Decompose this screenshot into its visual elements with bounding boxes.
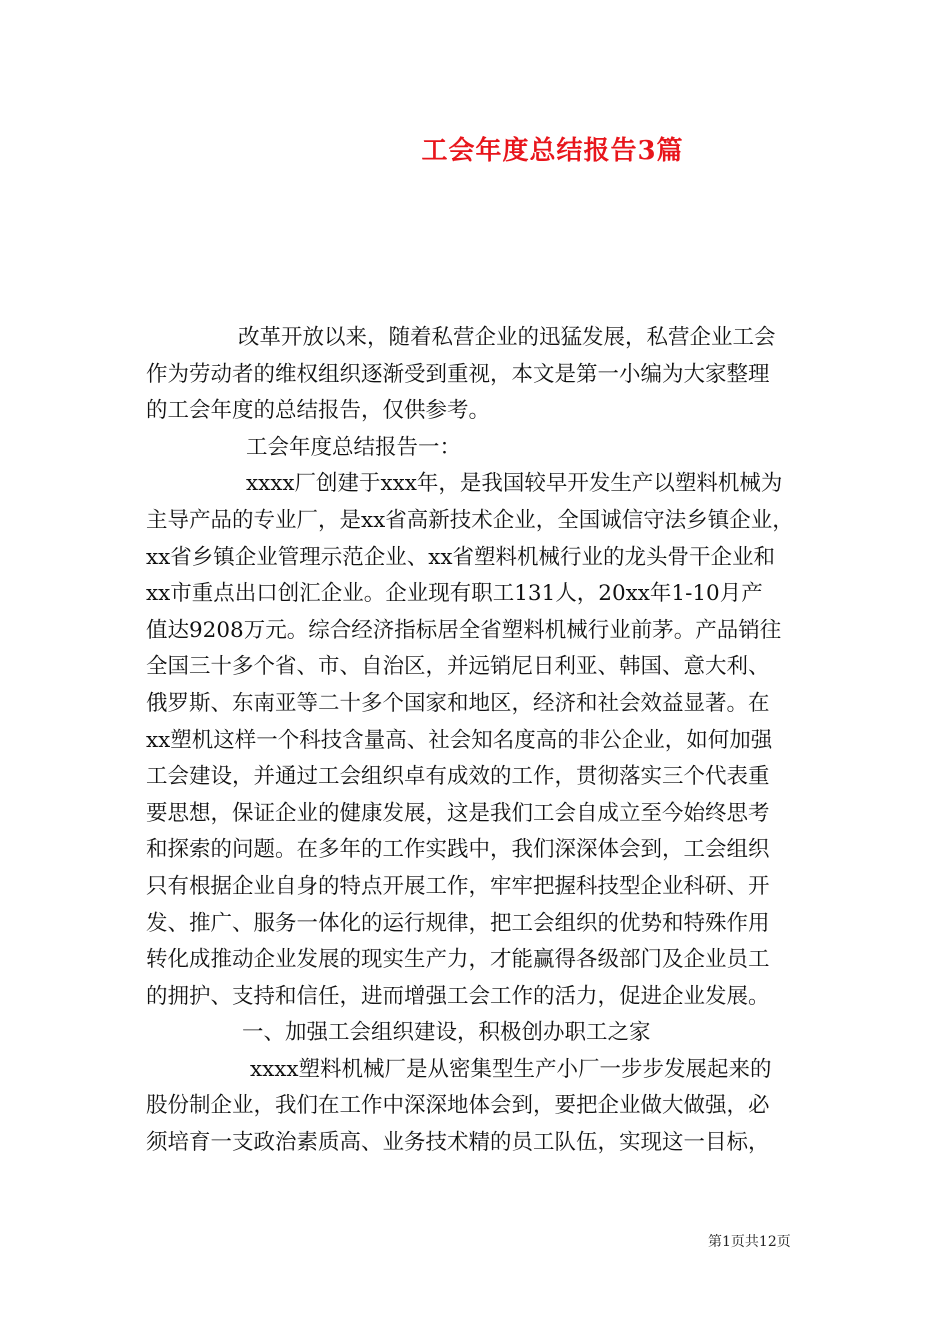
text-line: 改革开放以来，随着私营企业的迅猛发展，私营企业工会	[238, 325, 776, 350]
text-line: 俄罗斯、东南亚等二十多个国家和地区，经济和社会效益显著。在	[146, 690, 770, 716]
text-line: 作为劳动者的维权组织逐渐受到重视，本文是第一小编为大家整理	[146, 361, 770, 387]
page-number: 第1页共12页	[708, 1234, 791, 1250]
text-line: 值达9208万元。综合经济指标居全省塑料机械行业前茅。产品销往	[146, 617, 782, 643]
text-line: 只有根据企业自身的特点开展工作，牢牢把握科技型企业科研、开	[146, 873, 770, 899]
text-line: xx省乡镇企业管理示范企业、xx省塑料机械行业的龙头骨干企业和	[146, 544, 776, 570]
text-line: 全国三十多个省、市、自治区，并远销尼日利亚、韩国、意大利、	[146, 654, 770, 680]
text-line: 的拥护、支持和信任，进而增强工会工作的活力，促进企业发展。	[146, 983, 770, 1009]
text-line: xx塑机这样一个科技含量高、社会知名度高的非公企业，如何加强	[146, 727, 773, 753]
text-line: 和探索的问题。在多年的工作实践中，我们深深体会到，工会组织	[146, 837, 770, 863]
section-heading: 工会年度总结报告一：	[246, 434, 462, 460]
document-title: 工会年度总结报告3篇	[421, 136, 684, 166]
text-line: 股份制企业，我们在工作中深深地体会到，要把企业做大做强，必	[146, 1093, 770, 1119]
text-line: xxxx塑料机械厂是从密集型生产小厂一步步发展起来的	[250, 1056, 772, 1082]
text-line: 发、推广、服务一体化的运行规律，把工会组织的优势和特殊作用	[146, 910, 770, 936]
text-line: 工会建设，并通过工会组织卓有成效的工作，贯彻落实三个代表重	[146, 764, 770, 790]
text-line: xxxx厂创建于xxx年，是我国较早开发生产以塑料机械为	[246, 471, 783, 497]
section-heading: 一、加强工会组织建设，积极创办职工之家	[242, 1020, 651, 1046]
text-line: 须培育一支政治素质高、业务技术精的员工队伍，实现这一目标，	[146, 1130, 770, 1156]
text-line: 主导产品的专业厂，是xx省高新技术企业，全国诚信守法乡镇企业，	[146, 507, 794, 533]
text-line: 转化成推动企业发展的现实生产力，才能赢得各级部门及企业员工	[146, 947, 770, 973]
text-line: 要思想，保证企业的健康发展，这是我们工会自成立至今始终思考	[146, 800, 770, 826]
document-body	[146, 320, 816, 1162]
text-line: xx市重点出口创汇企业。企业现有职工131人，20xx年1-10月产	[146, 581, 763, 607]
text-line: 的工会年度的总结报告，仅供参考。	[146, 398, 491, 424]
